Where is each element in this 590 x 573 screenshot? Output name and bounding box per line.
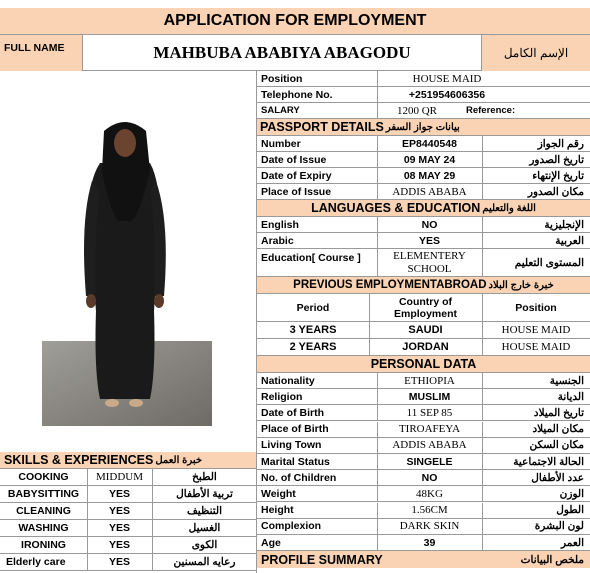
- skill-label-ar: الغسيل: [188, 522, 221, 534]
- education-row: [257, 249, 590, 277]
- form-title: APPLICATION FOR EMPLOYMENT: [0, 8, 590, 34]
- previous-employment-title: PREVIOUS EMPLOYMENTABROAD: [293, 279, 487, 291]
- education-label: Education[ Course ]: [261, 252, 361, 264]
- personal-data-value: 1.56CM: [411, 504, 448, 517]
- passport-label: Place of Issue: [261, 185, 332, 198]
- passport-value: ADDIS ABABA: [392, 185, 467, 198]
- personal-data-label: No. of Children: [261, 471, 337, 484]
- language-row: [257, 217, 590, 233]
- personal-data-label: Age: [261, 536, 281, 549]
- personal-data-row: [257, 405, 590, 421]
- personal-data-value: 39: [423, 536, 436, 549]
- personal-data-label: Nationality: [261, 374, 315, 387]
- country-value: JORDAN: [402, 341, 449, 353]
- salary-value: 1200 QR: [396, 104, 438, 117]
- languages-title: LANGUAGES & EDUCATION: [311, 201, 481, 215]
- previous-employment-row: [257, 322, 590, 339]
- skill-label: BABYSITTING: [7, 488, 80, 500]
- previous-employment-row: [257, 339, 590, 356]
- full-name-value: MAHBUBA ABABIYA ABAGODU: [82, 35, 482, 71]
- skills-header: [0, 452, 256, 469]
- skill-label-ar: التنظيف: [186, 505, 223, 517]
- skill-row: [0, 537, 256, 554]
- profile-summary-title: PROFILE SUMMARY: [261, 552, 383, 567]
- personal-data-row: [257, 389, 590, 405]
- personal-data-value: ETHIOPIA: [404, 374, 455, 387]
- position-label: Position: [261, 72, 303, 85]
- language-label-ar: العربية: [555, 234, 584, 247]
- personal-data-value: ADDIS ABABA: [392, 439, 467, 452]
- applicant-photo-image: [0, 71, 257, 452]
- skill-value: YES: [108, 539, 130, 551]
- personal-data-value: 48KG: [416, 487, 443, 500]
- personal-data-label: Weight: [261, 487, 296, 500]
- passport-row: [257, 168, 590, 184]
- personal-data-row: [257, 422, 590, 438]
- full-name-label: FULL NAME: [0, 35, 82, 71]
- personal-data-value: NO: [421, 471, 438, 484]
- skill-label-ar: الطبخ: [192, 471, 217, 483]
- language-value: NO: [421, 218, 438, 231]
- skill-row: [0, 520, 256, 537]
- skill-label-ar: رعايه المسنين: [173, 556, 236, 568]
- passport-label-ar: تاريخ الإنتهاء: [532, 169, 584, 182]
- personal-data-row: [257, 519, 590, 535]
- skill-label-ar: الكوى: [191, 539, 218, 551]
- personal-data-label-ar: الجنسية: [549, 374, 584, 387]
- position-value: HOUSE MAID: [501, 324, 571, 336]
- skills-title-ar: خبرة العمل: [155, 454, 203, 466]
- personal-data-label: Place of Birth: [261, 423, 329, 436]
- personal-data-label-ar: العمر: [560, 536, 584, 549]
- previous-employment-title-ar: خبرة خارج البلاد: [488, 279, 554, 291]
- skill-value: YES: [108, 522, 130, 534]
- personal-data-value: SINGELE: [406, 455, 453, 468]
- full-name-row: [0, 34, 590, 71]
- education-value: ELEMENTERY SCHOOL: [393, 249, 466, 275]
- language-row: [257, 233, 590, 249]
- passport-value: EP8440548: [402, 137, 457, 150]
- passport-label: Number: [261, 137, 301, 150]
- salary-row: [257, 103, 590, 119]
- skills-title: SKILLS & EXPERIENCES: [4, 453, 154, 467]
- skill-value: YES: [108, 505, 130, 517]
- position-row: [257, 71, 590, 87]
- passport-row: [257, 152, 590, 168]
- language-label: Arabic: [261, 234, 294, 247]
- personal-data-value: MUSLIM: [408, 390, 451, 403]
- period-value: 2 YEARS: [289, 341, 337, 353]
- position-value: HOUSE MAID: [412, 72, 482, 85]
- country-value: SAUDI: [408, 324, 443, 336]
- salary-label: SALARY: [261, 105, 300, 116]
- passport-label-ar: رقم الجواز: [537, 137, 584, 150]
- personal-data-row: [257, 503, 590, 519]
- personal-data-label-ar: عدد الأطفال: [531, 471, 584, 484]
- personal-data-label: Complexion: [261, 520, 322, 533]
- personal-data-label: Marital Status: [261, 455, 330, 468]
- country-header: Country of Employment: [393, 295, 457, 320]
- passport-value: 09 MAY 24: [403, 153, 456, 166]
- passport-value: 08 MAY 29: [403, 169, 456, 182]
- passport-title-ar: بيانات جواز السفر: [385, 121, 460, 133]
- personal-data-label: Date of Birth: [261, 406, 324, 419]
- passport-row: [257, 184, 590, 200]
- personal-data-header: [257, 356, 590, 373]
- personal-data-label-ar: مكان الميلاد: [532, 423, 584, 436]
- profile-summary-header: [257, 551, 590, 568]
- personal-data-row: [257, 470, 590, 486]
- skill-value: YES: [108, 488, 130, 500]
- personal-data-value: TIROAFEYA: [398, 423, 461, 436]
- passport-header: [257, 119, 590, 136]
- skill-label: IRONING: [21, 539, 66, 551]
- position-value: HOUSE MAID: [501, 341, 571, 353]
- skill-row: [0, 469, 256, 486]
- personal-data-value: DARK SKIN: [399, 520, 460, 533]
- previous-employment-header: [257, 277, 590, 294]
- applicant-photo: [0, 71, 257, 452]
- skill-label: Elderly care: [6, 556, 66, 568]
- skill-label: WASHING: [18, 522, 69, 534]
- skill-label-ar: تربية الأطفال: [176, 488, 233, 500]
- personal-data-row: [257, 438, 590, 454]
- period-header: Period: [296, 301, 330, 314]
- personal-data-label-ar: مكان السكن: [529, 439, 584, 452]
- passport-label: Date of Expiry: [261, 169, 332, 182]
- previous-employment-columns: [257, 294, 590, 322]
- personal-data-label-ar: الحالة الاجتماعية: [513, 455, 584, 468]
- personal-data-label-ar: الديانة: [557, 390, 584, 403]
- personal-data-row: [257, 486, 590, 502]
- languages-header: [257, 200, 590, 217]
- personal-data-label-ar: الوزن: [559, 487, 584, 500]
- skill-value: YES: [108, 556, 130, 568]
- personal-data-row: [257, 454, 590, 470]
- personal-data-label: Living Town: [261, 439, 322, 452]
- skill-label: COOKING: [18, 471, 69, 483]
- education-label-ar: المستوى التعليم: [514, 256, 584, 269]
- telephone-value: +251954606356: [408, 88, 486, 101]
- personal-data-label-ar: الطول: [556, 504, 584, 517]
- languages-title-ar: اللغة والتعليم: [482, 202, 536, 214]
- passport-row: [257, 136, 590, 152]
- skill-value: MIDDUM: [95, 471, 144, 483]
- full-name-label-ar: الإسم الكامل: [482, 35, 590, 71]
- skills-section: [0, 452, 257, 573]
- skill-label: CLEANING: [16, 505, 71, 517]
- right-column: [257, 71, 590, 573]
- skill-row: [0, 486, 256, 503]
- passport-label: Date of Issue: [261, 153, 327, 166]
- language-value: YES: [418, 234, 440, 247]
- passport-label-ar: مكان الصدور: [527, 185, 584, 198]
- profile-summary-title-ar: ملخص البيانات: [520, 553, 584, 566]
- language-label: English: [261, 218, 299, 231]
- personal-data-label: Religion: [261, 390, 303, 403]
- position-header: Position: [515, 301, 557, 314]
- personal-data-label-ar: لون البشرة: [534, 520, 584, 533]
- passport-label-ar: تاريخ الصدور: [529, 153, 584, 166]
- passport-title: PASSPORT DETAILS: [260, 120, 384, 134]
- telephone-label: Telephone No.: [261, 88, 333, 101]
- personal-data-value: 11 SEP 85: [406, 406, 453, 419]
- personal-data-label: Height: [261, 504, 294, 517]
- personal-data-row: [257, 535, 590, 551]
- language-label-ar: الإنجليزية: [544, 218, 584, 231]
- period-value: 3 YEARS: [289, 324, 337, 336]
- reference-label: Reference:: [466, 105, 516, 116]
- personal-data-title: PERSONAL DATA: [370, 357, 477, 371]
- skill-row: [0, 503, 256, 520]
- personal-data-row: [257, 373, 590, 389]
- skill-row: [0, 554, 256, 571]
- personal-data-label-ar: تاريخ الميلاد: [533, 406, 584, 419]
- telephone-row: [257, 87, 590, 103]
